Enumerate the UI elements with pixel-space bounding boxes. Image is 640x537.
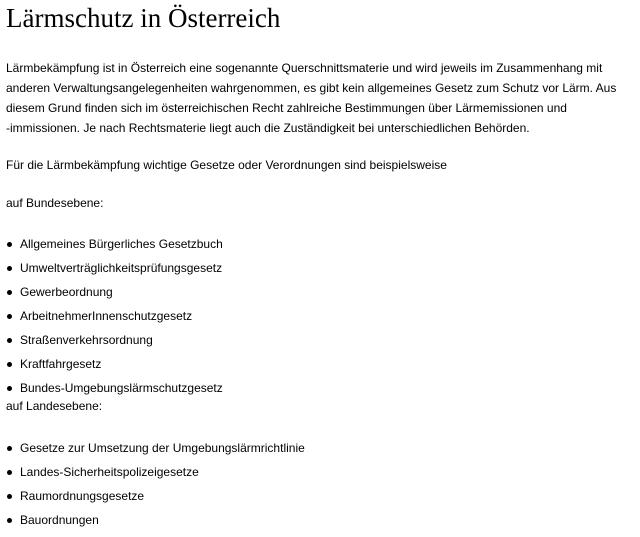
state-law-list (6, 438, 634, 534)
list-item-label: Bundes-Umgebungslärmschutzgesetz (20, 381, 223, 395)
bullet-icon (7, 494, 12, 499)
list-item-label: Umweltverträglichkeitsprüfungsgesetz (20, 261, 223, 275)
intro-line: diesem Grund finden sich im österreichischen Recht zahlreiche Bestimmungen über Lärmemissionen und (6, 101, 567, 115)
bullet-icon (7, 290, 12, 295)
list-item (6, 438, 634, 462)
list-item-label: Gesetze zur Umsetzung der Umgebungslärmrichtlinie (20, 441, 305, 455)
list-item-label: Landes-Sicherheitspolizeigesetze (20, 465, 199, 479)
bullet-icon (7, 266, 12, 271)
lead-paragraph: Für die Lärmbekämpfung wichtige Gesetze oder Verordnungen sind beispielsweise (6, 158, 447, 172)
list-item (6, 354, 634, 378)
list-item-label: ArbeitnehmerInnenschutzgesetz (20, 309, 193, 323)
list-item (6, 462, 634, 486)
list-item-label: Gewerbeordnung (20, 285, 113, 299)
list-item-label: Allgemeines Bürgerliches Gesetzbuch (20, 237, 223, 251)
intro-line: -immissionen. Je nach Rechtsmaterie liegt auch die Zuständigkeit bei unterschiedlichen Behörden. (6, 121, 530, 135)
bullet-icon (7, 338, 12, 343)
bullet-icon (7, 470, 12, 475)
bullet-icon (7, 386, 12, 391)
article (6, 0, 634, 534)
federal-level-label: auf Bundesebene: (6, 196, 104, 210)
list-item (6, 510, 634, 534)
bullet-icon (7, 362, 12, 367)
intro-line: anderen Verwaltungsangelegenheiten wahrgenommen, es gibt kein allgemeines Gesetz zum Schutz vor Lärm. Aus (6, 81, 617, 95)
list-item (6, 378, 634, 402)
list-item-label: Straßenverkehrsordnung (20, 333, 153, 347)
bullet-icon (7, 314, 12, 319)
list-item-label: Kraftfahrgesetz (20, 357, 102, 371)
list-item-label: Raumordnungsgesetze (20, 489, 145, 503)
bullet-icon (7, 446, 12, 451)
list-item (6, 486, 634, 510)
bullet-icon (7, 242, 12, 247)
state-level-label: auf Landesebene: (6, 399, 103, 413)
list-item (6, 234, 634, 258)
federal-law-list (6, 234, 634, 402)
list-item (6, 306, 634, 330)
page-title: Lärmschutz in Österreich (6, 3, 281, 33)
bullet-icon (7, 518, 12, 523)
list-item (6, 258, 634, 282)
intro-paragraph (6, 58, 634, 138)
list-item-label: Bauordnungen (20, 513, 99, 527)
intro-line: Lärmbekämpfung ist in Österreich eine sogenannte Querschnittsmaterie und wird jeweils im Zusammenhang mit (6, 61, 603, 75)
list-item (6, 282, 634, 306)
list-item (6, 330, 634, 354)
